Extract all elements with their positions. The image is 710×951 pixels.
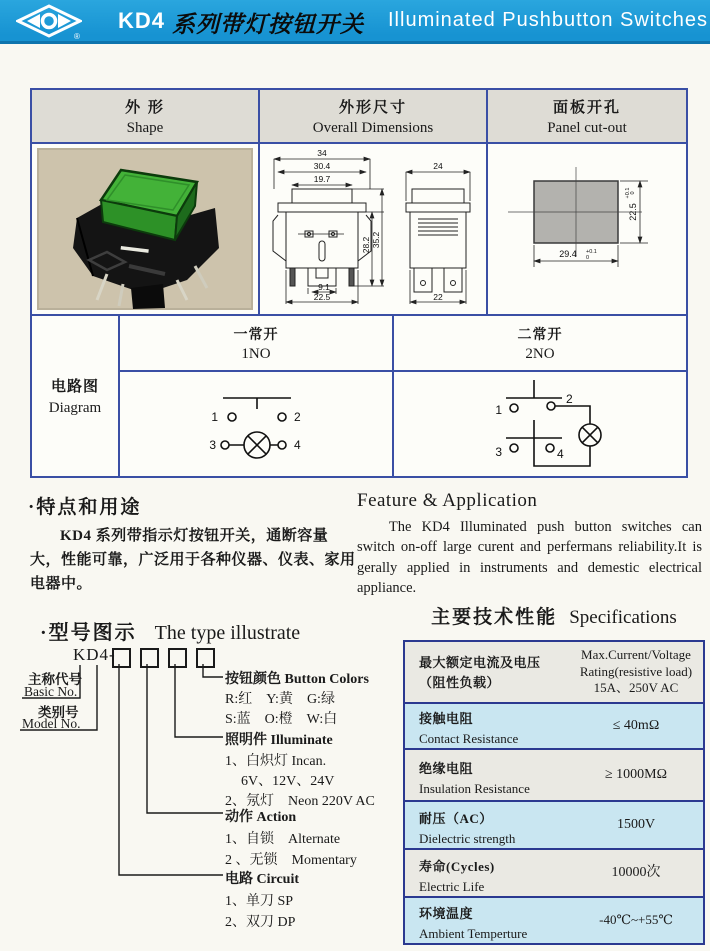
brand-logo-icon (16, 4, 82, 45)
spec-row-dielectric (405, 802, 703, 850)
circuit1-cell (120, 372, 394, 476)
spec-ambient-en: Ambient Temperture (419, 926, 528, 942)
model-no-en: Model No. (22, 716, 81, 731)
circuit1-zh: 一常开 (233, 327, 279, 343)
spec-row-life (405, 850, 703, 898)
col-header-dimensions-zh: 外形尺寸 (338, 99, 407, 116)
spec-max-rating-v2: Rating(resistive load) (579, 663, 693, 679)
branch-illuminate-l2: 6V、12V、24V (241, 774, 335, 789)
shape-photo-cell (32, 144, 260, 316)
spec-max-rating-v1: Max.Current/Voltage (581, 646, 691, 662)
col-header-shape-zh: 外 形 (125, 99, 165, 116)
dim-24: 24 (433, 161, 443, 171)
dim-34: 34 (317, 148, 327, 158)
spec-row-insulation (405, 750, 703, 802)
header-title-zh: 系列带灯按钮开关 (172, 12, 364, 37)
c2-terminal-1: 1 (495, 403, 502, 417)
col-header-shape (32, 90, 260, 144)
switch-photo (37, 148, 253, 310)
branch-action-l2: 2 、无锁 Momentary (225, 853, 357, 868)
spec-row-max-rating (405, 642, 703, 704)
spec-max-rating-zh: 最大额定电流及电压 (419, 655, 541, 670)
circuit2-diagram (394, 372, 686, 476)
col-header-shape-en: Shape (126, 119, 164, 136)
c2-terminal-2: 2 (566, 392, 573, 406)
spec-dielectric-zh: 耐压（AC） (419, 811, 493, 826)
branch-button-colors: 按钮颜色 Button Colors (225, 672, 369, 687)
branch-button-colors-l1: R:红 Y:黄 G:绿 (225, 692, 335, 707)
cutout-height-tol-dn: 0 (630, 191, 636, 195)
diagram-label-en: Diagram (48, 400, 102, 416)
cutout-width-tol-up: +0.1 (586, 249, 597, 255)
branch-button-colors-l2: S:蓝 O:橙 W:白 (225, 712, 338, 727)
spec-contact-value: ≤ 40mΩ (612, 717, 660, 733)
spec-ambient-zh: 环境温度 (419, 906, 474, 921)
branch-illuminate-l1: 1、白炽灯 Incan. (225, 754, 327, 769)
dim-30-4: 30.4 (313, 161, 331, 171)
dim-22: 22 (433, 292, 443, 302)
circuit2-en: 2NO (525, 345, 555, 362)
c1-terminal-3: 3 (209, 438, 216, 452)
branch-illuminate-l3: 2、氖灯 Neon 220V AC (225, 794, 375, 809)
col-header-dimensions (260, 90, 488, 144)
circuit1-diagram (120, 372, 394, 476)
branch-circuit-l2: 2、双刀 DP (225, 915, 296, 930)
cutout-height: 22.5 (628, 203, 638, 221)
c2-terminal-3: 3 (495, 445, 502, 459)
registered-mark: ® (74, 32, 80, 40)
dim-35-2: 35.2 (371, 231, 381, 249)
col-header-dimensions-en: Overall Dimensions (312, 119, 434, 136)
header-title-en: Illuminated Pushbutton Switches (388, 9, 709, 31)
brand-name: KD4 (118, 8, 166, 33)
spec-insulation-zh: 绝缘电阻 (419, 761, 474, 776)
spec-insulation-en: Insulation Resistance (419, 781, 530, 797)
features-body-en: The KD4 Illuminated push button switches can switch on-off large curent and perfermans reliability.It is gerally applied in instruments and demestic electrical appliance. (357, 519, 702, 596)
specs-heading (403, 602, 705, 629)
spec-contact-en: Contact Resistance (419, 731, 519, 747)
cutout-width: 29.4 (559, 249, 577, 259)
type-heading-en: The type illustrate (154, 622, 301, 644)
spec-row-ambient (405, 898, 703, 943)
circuit1-en: 1NO (241, 345, 271, 362)
c2-terminal-4: 4 (557, 447, 564, 461)
dimensions-cell (260, 144, 488, 316)
spec-max-rating-zh2: （阻性负载） (419, 675, 501, 691)
diagram-label-cell (32, 316, 120, 476)
dim-22-5: 22.5 (313, 292, 331, 302)
c1-terminal-4: 4 (294, 438, 301, 452)
cutout-cell (488, 144, 686, 316)
dimension-drawing (260, 145, 486, 313)
circuit2-cell (394, 372, 686, 476)
spec-life-value: 10000次 (611, 864, 661, 880)
spec-insulation-value: ≥ 1000MΩ (604, 766, 668, 782)
basic-no-zh: 主称代号 (28, 672, 82, 687)
basic-no-en: Basic No. (24, 684, 78, 699)
spec-max-rating-v3: 15A、250V AC (593, 680, 679, 696)
cutout-width-tol-dn: 0 (586, 255, 590, 261)
branch-action-l1: 1、自锁 Alternate (225, 832, 341, 847)
col-header-cutout-zh: 面板开孔 (552, 99, 621, 116)
page-header (0, 0, 710, 44)
panel-cutout-drawing (490, 145, 684, 313)
model-no-zh: 类别号 (38, 705, 79, 720)
specs-table (403, 640, 705, 945)
specs-heading-en: Specifications (569, 607, 677, 628)
dim-9-1: 9.1 (318, 282, 330, 292)
cutout-height-tol-up: +0.1 (625, 187, 631, 199)
spec-row-contact-resistance (405, 704, 703, 750)
col-header-cutout (488, 90, 686, 144)
spec-contact-zh: 接触电阻 (419, 711, 474, 726)
col-header-cutout-en: Panel cut-out (547, 119, 627, 136)
spec-dielectric-en: Dielectric strength (419, 831, 516, 847)
circuit1-header (120, 316, 394, 372)
dim-19-7: 19.7 (313, 174, 331, 184)
features-heading-zh: ·特点和用途 (28, 497, 142, 518)
features-heading-en: Feature & Application (357, 490, 538, 511)
features-body-zh: KD4 系列带指示灯按钮开关，通断容量大，性能可靠，广泛用于各种仪器、仪表、家用电器中。 (30, 528, 356, 592)
branch-circuit: 电路 Circuit (225, 872, 300, 887)
spec-ambient-value: -40℃~+55℃ (599, 912, 673, 928)
type-heading-zh: ·型号图示 (40, 622, 137, 644)
spec-dielectric-value: 1500V (616, 816, 656, 832)
branch-action: 动作 Action (225, 810, 297, 825)
branch-circuit-l1: 1、单刀 SP (225, 894, 294, 909)
diagram-label-zh: 电路图 (50, 379, 99, 395)
c1-terminal-2: 2 (294, 410, 301, 424)
spec-life-en: Electric Life (419, 879, 485, 895)
type-prefix: KD4- (73, 645, 116, 664)
circuit2-header (394, 316, 686, 372)
circuit2-zh: 二常开 (517, 327, 563, 343)
specs-heading-zh: 主要技术性能 (431, 607, 558, 628)
dim-28-2: 28.2 (361, 236, 371, 254)
branch-illuminate: 照明件 Illuminate (225, 733, 333, 748)
spec-life-zh: 寿命(Cycles) (419, 859, 495, 874)
c1-terminal-1: 1 (211, 410, 218, 424)
